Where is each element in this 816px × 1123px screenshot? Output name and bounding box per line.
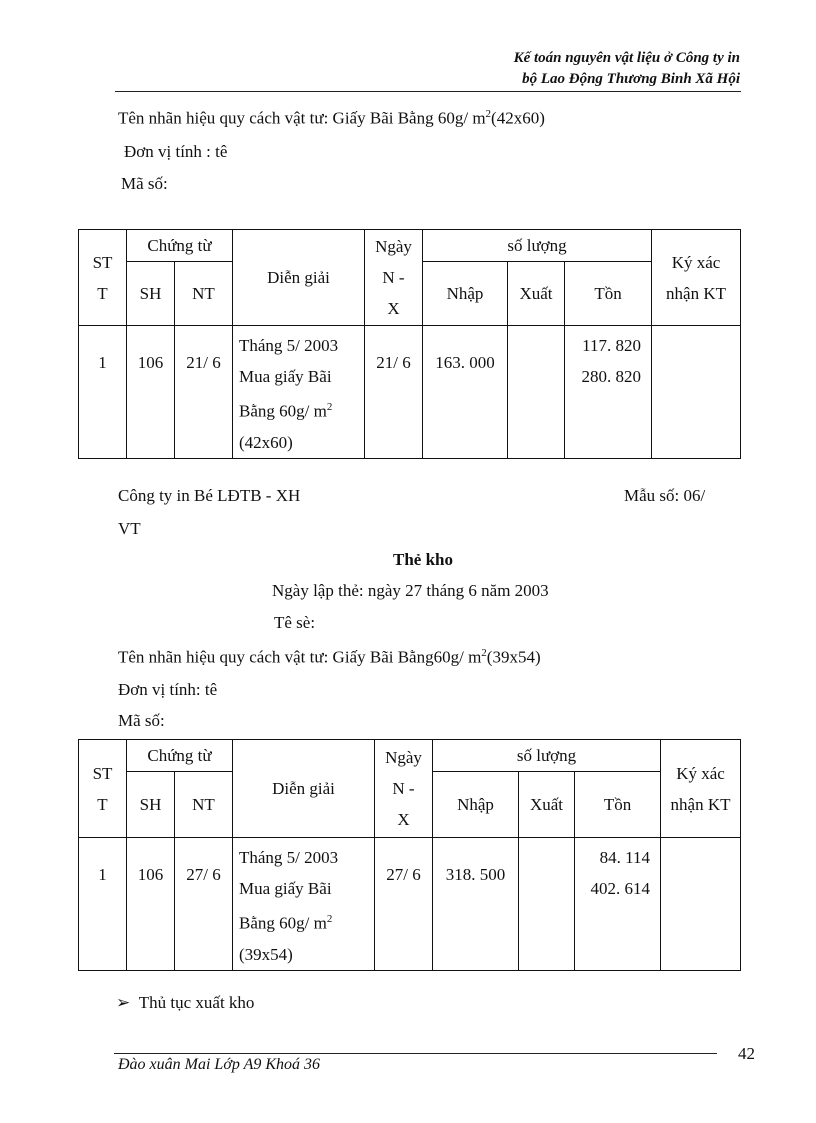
cell-ngay: 21/ 6	[365, 326, 423, 459]
arrow-bullet-icon: ➢	[116, 993, 131, 1012]
th-ton: Tồn	[565, 262, 652, 326]
th-sh: SH	[127, 262, 175, 326]
section-bullet	[116, 993, 254, 1013]
th-nhap: Nhập	[423, 262, 508, 326]
header-line-2: bộ Lao Động Thương Binh Xã Hội	[522, 71, 740, 87]
item-name-1-size: (42x60)	[491, 108, 545, 128]
item-name-1-text: Tên nhãn hiệu quy cách vật tư: Giấy Bãi Bằng 60g/ m	[118, 108, 486, 128]
cell-ngay: 27/ 6	[375, 838, 433, 971]
th-xuat: Xuất	[508, 262, 565, 326]
item-name-1	[118, 108, 545, 129]
th-chung-tu: Chứng từ	[127, 230, 233, 262]
cell-nt: 27/ 6	[175, 838, 233, 971]
th-ky-xac-nhan: Ký xác nhận KT	[652, 230, 741, 326]
footer-author: Đào xuân Mai Lớp A9 Khoá 36	[118, 1056, 321, 1073]
cell-xuat	[508, 326, 565, 459]
th-ngay: Ngày N - X	[365, 230, 423, 326]
sheet-number: Tê sè:	[274, 613, 316, 632]
item-name-2-text: Tên nhãn hiệu quy cách vật tư: Giấy Bãi Bằng60g/ m	[118, 647, 482, 667]
card-title: Thẻ kho	[393, 550, 453, 569]
cell-dien-giai: Tháng 5/ 2003 Mua giấy Bãi Bằng 60g/ $m^2$ (42x60)	[233, 326, 365, 459]
company-name: Công ty in Bé LĐTB - XH	[118, 486, 301, 505]
th-dien-giai: Diễn giải	[233, 230, 365, 326]
item-name-1-sup: 2	[485, 108, 492, 120]
card-date: Ngày lập thẻ: ngày 27 tháng 6 năm 2003	[272, 581, 549, 600]
code-1: Mã số:	[121, 174, 168, 193]
stock-table-2	[78, 739, 741, 971]
th-sh: SH	[127, 772, 175, 838]
cell-ky	[652, 326, 741, 459]
table-row	[79, 838, 741, 971]
th-ngay: Ngày N - X	[375, 740, 433, 838]
th-dien-giai: Diễn giải	[233, 740, 375, 838]
unit-2: Đơn vị tính: tê	[118, 680, 218, 699]
cell-sh: 106	[127, 326, 175, 459]
cell-sh: 106	[127, 838, 175, 971]
th-xuat: Xuất	[519, 772, 575, 838]
unit-1: Đơn vị tính : tê	[124, 142, 228, 161]
item-name-2	[118, 647, 541, 668]
item-name-2-sup: 2	[481, 647, 487, 659]
th-nt: NT	[175, 262, 233, 326]
th-ton: Tồn	[575, 772, 661, 838]
cell-nt: 21/ 6	[175, 326, 233, 459]
th-nt: NT	[175, 772, 233, 838]
form-number: Mẫu số: 06/	[624, 486, 706, 505]
th-stt: ST T	[79, 230, 127, 326]
code-2: Mã số:	[118, 711, 165, 730]
cell-xuat	[519, 838, 575, 971]
cell-nhap: 318. 500	[433, 838, 519, 971]
th-chung-tu: Chứng từ	[127, 740, 233, 772]
header-rule	[115, 91, 741, 92]
th-so-luong: số lượng	[433, 740, 661, 772]
cell-stt: 1	[79, 326, 127, 459]
cell-stt: 1	[79, 838, 127, 971]
footer-rule	[114, 1053, 717, 1054]
cell-ky	[661, 838, 741, 971]
cell-ton: 84. 114 402. 614	[575, 838, 661, 971]
stock-table-1	[78, 229, 741, 459]
cell-dien-giai: Tháng 5/ 2003 Mua giấy Bãi Bằng 60g/ $m^2$ (39x54)	[233, 838, 375, 971]
th-so-luong: số lượng	[423, 230, 652, 262]
bullet-text: Thủ tục xuất kho	[138, 993, 255, 1012]
cell-ton: 117. 820 280. 820	[565, 326, 652, 459]
th-ky-xac-nhan: Ký xác nhận KT	[661, 740, 741, 838]
page-number: 42	[738, 1044, 755, 1063]
th-nhap: Nhập	[433, 772, 519, 838]
cell-nhap: 163. 000	[423, 326, 508, 459]
table-row	[79, 326, 741, 459]
item-name-2-size: (39x54)	[486, 647, 541, 667]
header-line-1: Kế toán nguyên vật liệu ở Công ty in	[513, 50, 740, 66]
th-stt: ST T	[79, 740, 127, 838]
running-header	[514, 48, 740, 90]
form-number-cont: VT	[118, 519, 141, 538]
